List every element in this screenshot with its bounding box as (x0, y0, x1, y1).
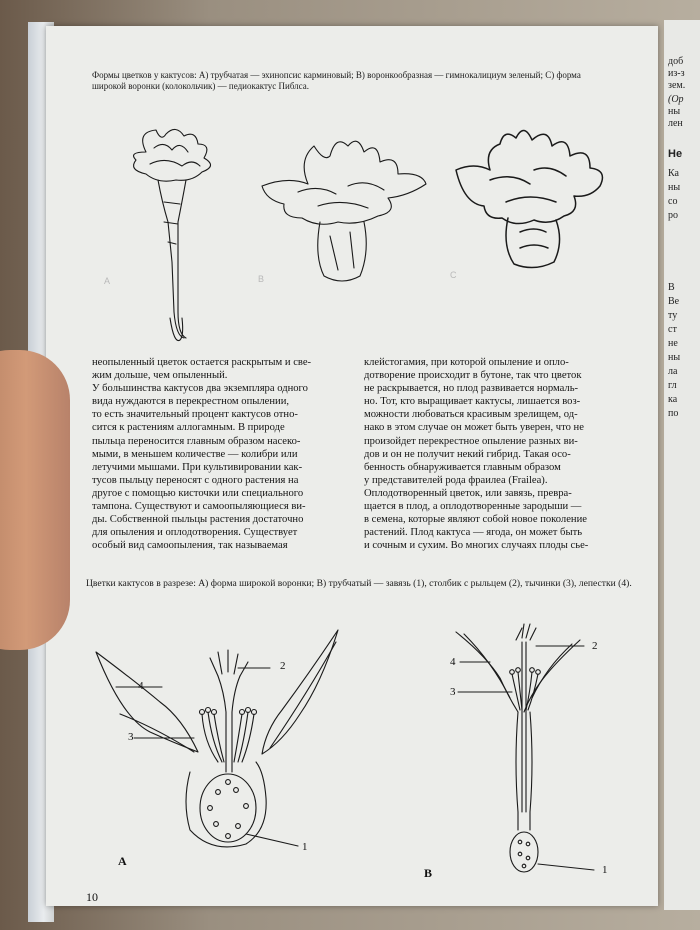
facing-page-text: ту (668, 310, 678, 321)
text-line: можности любоваться красивым зрелищем, од- (364, 409, 578, 421)
text-line: сится к растениям аллогамным. В природе (92, 422, 285, 434)
facing-page-text: ны (668, 352, 681, 363)
facing-page-text: со (668, 196, 678, 207)
text-line: нако в этом случае он может быть уверен, что не (364, 422, 584, 434)
text-column-left (92, 356, 356, 552)
facing-page-text: (Op (668, 94, 684, 105)
text-line: вида нуждаются в перекрестном опылении, (92, 396, 290, 408)
flower-a-drawing (106, 122, 236, 352)
bottom-figure-caption: Цветки кактусов в разрезе: A) форма широкой воронки; B) трубчатый — завязь (1), столбик с рыльцем (2), тычинки (3), лепестки (4). (86, 578, 632, 589)
facing-page-text: Ве (668, 296, 680, 307)
facing-page-text: ст (668, 324, 677, 335)
text-line: мыми, в меньшем количестве — колибри или (92, 448, 298, 460)
thumb (0, 350, 70, 650)
facing-page-text: ны (668, 106, 681, 117)
facing-page-text: лен (668, 118, 683, 129)
facing-page-text: В (668, 282, 675, 293)
diagram-b-letter: B (424, 866, 433, 880)
facing-page-text: по (668, 408, 679, 419)
text-line: то есть значительный процент кактусов отно- (92, 409, 298, 421)
text-line: другое с помощью кисточки или специального (92, 487, 304, 499)
diagram-b-label-1: 1 (602, 864, 608, 876)
flower-c-drawing (450, 122, 610, 272)
facing-page-text: из-з (668, 68, 685, 79)
facing-page-text: доб (668, 56, 684, 67)
diagram-a-label-1: 1 (302, 841, 308, 853)
text-line: Оплодотворенный цветок, или завязь, превра- (364, 487, 572, 499)
text-line: для опыления и оплодотворения. Существует (92, 527, 298, 539)
diagram-a-label-3: 3 (128, 731, 134, 743)
text-line: бенность обнаруживается главным образом (364, 461, 561, 473)
diagram-a-label-2: 2 (280, 660, 286, 672)
text-line: У большинства кактусов два экземпляра одного (92, 383, 308, 395)
book-page (46, 26, 658, 906)
text-line: и сочным и сухим. Во многих случаях плоды сье- (364, 540, 589, 552)
facing-page-text: Ка (668, 168, 679, 179)
text-line: произойдет перекрестное опыление разных ви- (364, 435, 578, 447)
figure-label-b: B (258, 274, 265, 284)
text-line: клейстогамия, при которой опыление и опло- (364, 357, 569, 368)
figure-label-a: A (104, 276, 111, 286)
facing-page-text: ро (668, 210, 678, 221)
facing-page-text: ка (668, 394, 678, 405)
text-line: тусов пыльцу переносят с одного растения на (92, 474, 299, 486)
diagram-b-label-3: 3 (450, 686, 456, 698)
text-line: пыльца переносится главным образом насеко- (92, 435, 301, 447)
page-number: 10 (86, 890, 98, 904)
facing-page-text: не (668, 338, 678, 349)
text-line: растений. Плод кактуса — ягода, он может быть (364, 527, 583, 539)
text-line: у представителей рода фраилеа (Frailea). (364, 474, 548, 486)
text-line: не раскрывается, но плод развивается нормаль- (364, 383, 579, 395)
figure-label-c: C (450, 270, 457, 280)
text-line: жим дольше, чем опыленный. (92, 370, 228, 382)
text-column-right (364, 356, 642, 552)
text-line: но. Тот, кто выращивает кактусы, лишается воз- (364, 396, 581, 408)
diagram-b-label-4: 4 (450, 656, 456, 668)
text-line: щается в плод, а оплодотворенные зародыши — (364, 501, 582, 513)
diagram-b-label-2: 2 (592, 640, 598, 652)
text-line: неопыленный цветок остается раскрытым и све- (92, 357, 312, 368)
diagram-b-cross-section (426, 612, 646, 872)
diagram-a-letter: A (118, 854, 127, 868)
top-figure-caption: Формы цветков у кактусов: A) трубчатая — эхинопсис карминовый; B) воронкообразная — гимнокалициум зеленый; C) форма широкой воронки (колокольчик) — педиокактус Пиблса. (92, 70, 581, 91)
facing-page-text: гл (668, 380, 677, 391)
facing-page-text: ла (668, 366, 678, 377)
text-line: ды. Собственной пыльцы растения достаточно (92, 514, 304, 526)
text-line: дотворение происходит в бутоне, так что цветок (364, 370, 582, 382)
text-line: летучими мышами. При культивировании как- (92, 461, 303, 473)
text-line: в семена, которые являют собой новое поколение (364, 514, 587, 526)
facing-page (664, 20, 700, 910)
text-line: тампона. Существуют и самоопыляющиеся ви- (92, 501, 306, 513)
facing-page-heading: Не (668, 148, 683, 160)
diagram-a-label-4: 4 (138, 680, 144, 692)
facing-page-text: зем. (668, 80, 686, 91)
flower-b-drawing (258, 126, 428, 286)
facing-page-text: ны (668, 182, 681, 193)
text-line: дов и он не получит некий гибрид. Такая осо- (364, 448, 571, 460)
text-line: особый вид самоопыления, так называемая (92, 540, 288, 552)
